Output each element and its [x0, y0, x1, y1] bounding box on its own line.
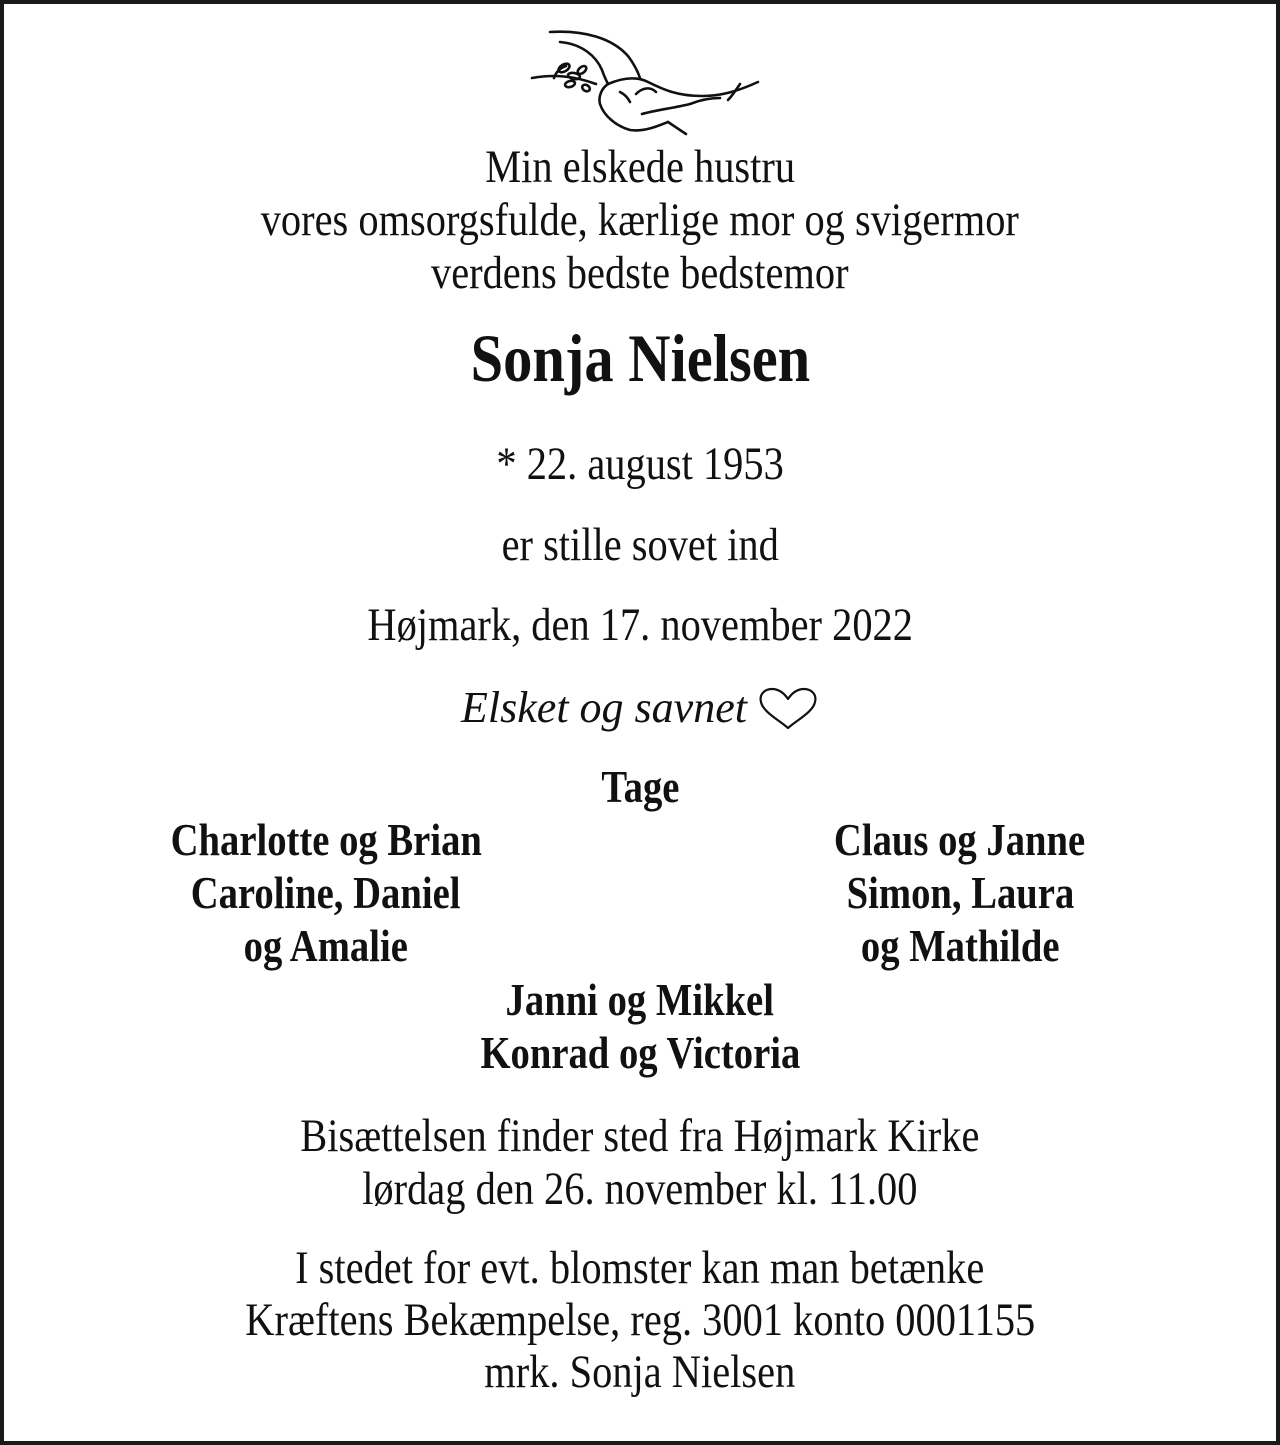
funeral-line-1: Bisættelsen finder sted fra Højmark Kirke [300, 1110, 980, 1162]
family-right-line-1: Claus og Janne [834, 814, 1086, 865]
passing-text: er stille sovet ind [501, 519, 779, 571]
funeral-line-2: lørdag den 26. november kl. 11.00 [362, 1163, 918, 1215]
deceased-name: Sonja Nielsen [470, 320, 810, 396]
donation-line-1: I stedet for evt. blomster kan man betænke [295, 1242, 985, 1294]
family-right-line-3: og Mathilde [860, 920, 1060, 971]
family-right-group [700, 813, 1220, 972]
family-left-line-1: Charlotte og Brian [170, 814, 482, 865]
family-left-group [66, 813, 586, 972]
place-and-date: Højmark, den 17. november 2022 [367, 599, 913, 651]
intro-line-2: vores omsorgsfulde, kærlige mor og svigermor [260, 194, 1020, 246]
tribute-line [4, 682, 1276, 734]
donation-line-2: Kræftens Bekæmpelse, reg. 3001 konto 0001155 [245, 1294, 1035, 1346]
intro-line-1: Min elskede hustru [485, 141, 795, 193]
intro-line-3: verdens bedste bedstemor [431, 247, 849, 299]
donation-line-3: mrk. Sonja Nielsen [484, 1346, 796, 1398]
family-left-line-2: Caroline, Daniel [191, 867, 461, 918]
birth-date: * 22. august 1953 [496, 438, 784, 490]
family-bottom-line-2: Konrad og Victoria [480, 1027, 800, 1078]
dove-icon [524, 26, 764, 136]
family-spouse: Tage [600, 761, 680, 812]
family-right-line-2: Simon, Laura [846, 867, 1074, 918]
family-bottom-line-1: Janni og Mikkel [505, 974, 775, 1025]
family-left-line-3: og Amalie [243, 920, 409, 971]
heart-outline-icon [757, 686, 819, 732]
tribute-text: Elsket og savnet [461, 683, 747, 732]
